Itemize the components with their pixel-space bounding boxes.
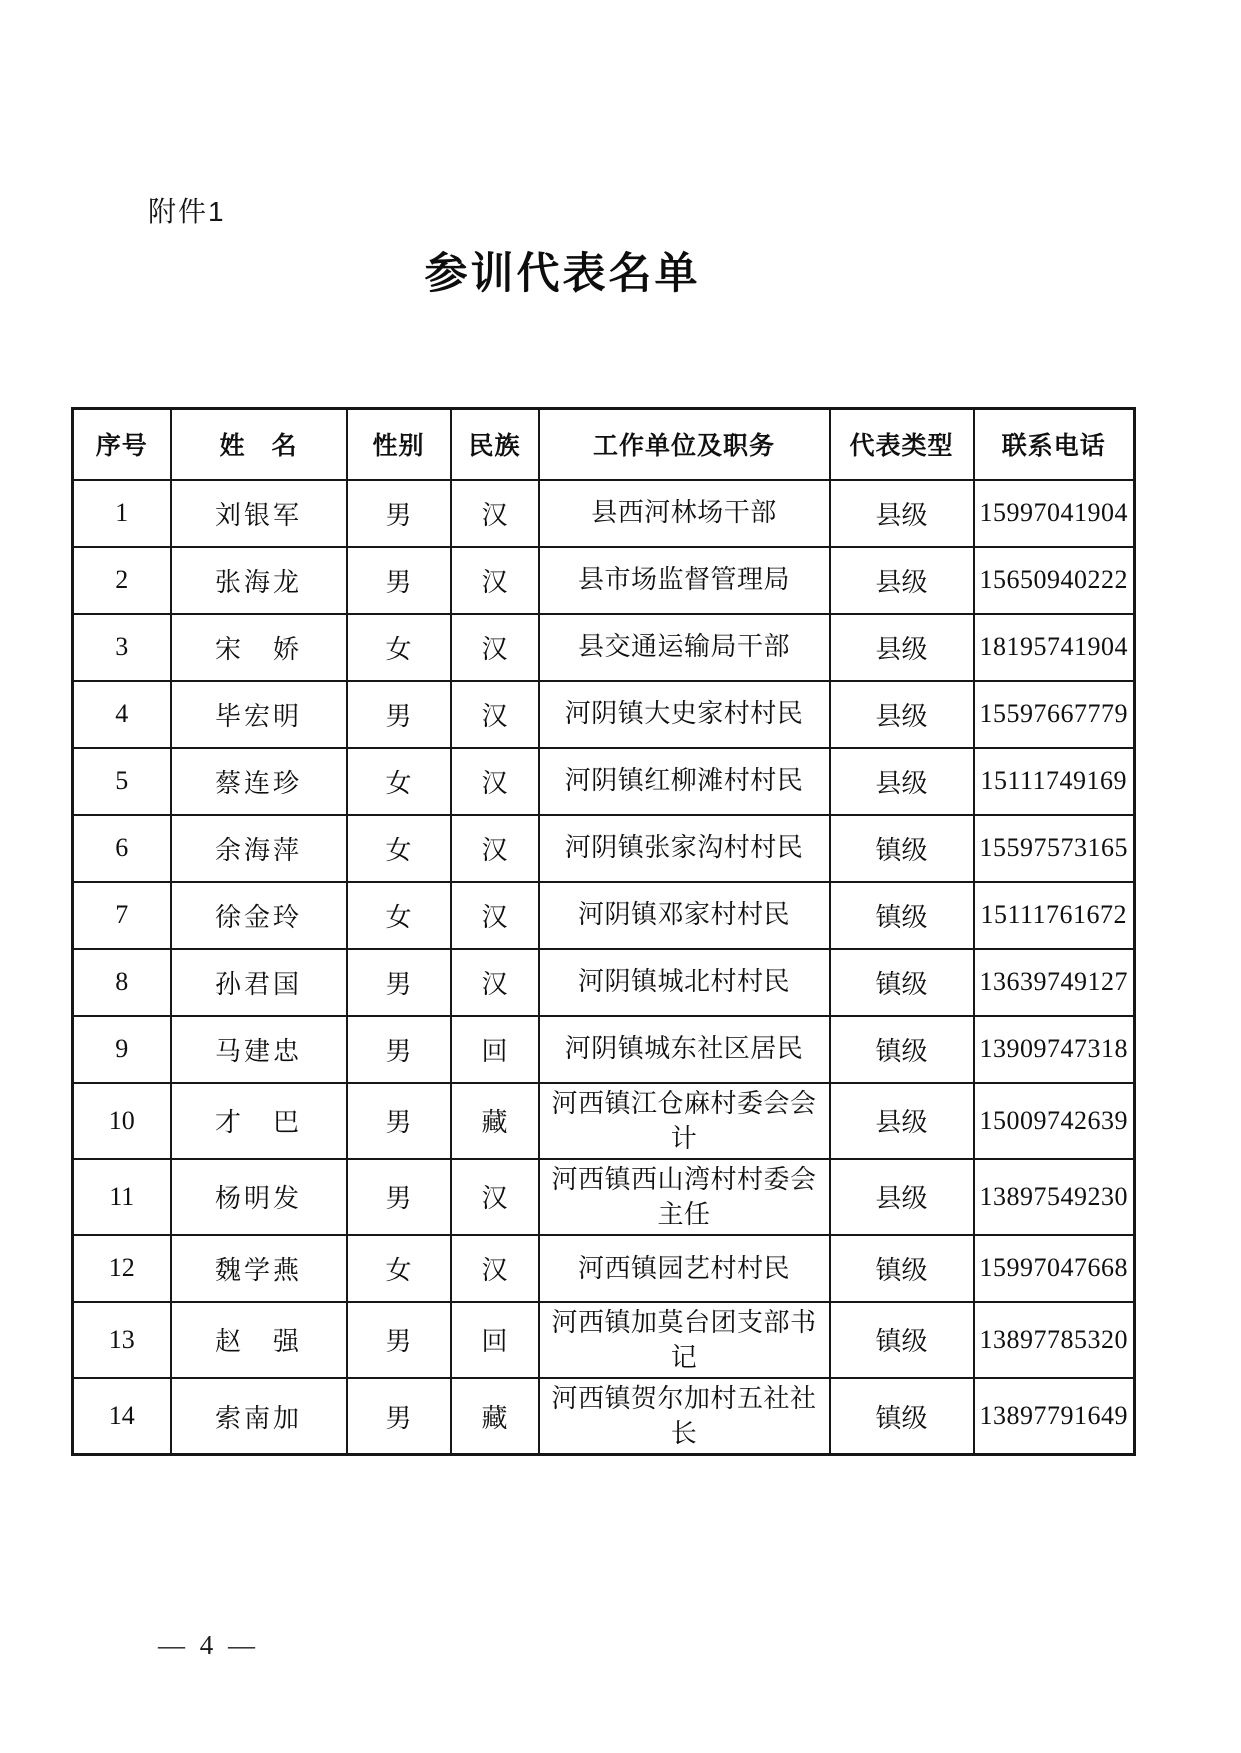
cell-type: 镇级: [830, 1235, 974, 1302]
participants-table: [71, 407, 1136, 1456]
cell-phone: 15111749169: [974, 748, 1135, 815]
table-row: [73, 1378, 1135, 1455]
cell-phone: 15650940222: [974, 547, 1135, 614]
table-row: [73, 1159, 1135, 1235]
cell-workunit: 河阴镇城北村村民: [539, 949, 830, 1016]
cell-gender: 男: [347, 1378, 451, 1455]
cell-phone: 15997047668: [974, 1235, 1135, 1302]
cell-workunit: 河阴镇城东社区居民: [539, 1016, 830, 1083]
cell-index: 4: [73, 681, 171, 748]
cell-name: 索南加: [171, 1378, 347, 1455]
cell-workunit: 县西河林场干部: [539, 480, 830, 547]
cell-phone: 15111761672: [974, 882, 1135, 949]
cell-gender: 男: [347, 949, 451, 1016]
cell-index: 11: [73, 1159, 171, 1235]
cell-type: 镇级: [830, 1016, 974, 1083]
cell-index: 3: [73, 614, 171, 681]
table-row: [73, 815, 1135, 882]
cell-index: 9: [73, 1016, 171, 1083]
cell-type: 镇级: [830, 1378, 974, 1455]
attachment-label: 附件1: [148, 196, 226, 227]
cell-ethnicity: 藏: [451, 1378, 539, 1455]
table-row: [73, 748, 1135, 815]
table-row: [73, 547, 1135, 614]
cell-type: 县级: [830, 1083, 974, 1159]
cell-workunit: 河西镇贺尔加村五社社长: [539, 1378, 830, 1455]
cell-workunit: 河阴镇邓家村村民: [539, 882, 830, 949]
cell-ethnicity: 汉: [451, 547, 539, 614]
cell-phone: 13909747318: [974, 1016, 1135, 1083]
cell-ethnicity: 汉: [451, 748, 539, 815]
cell-workunit: 县市场监督管理局: [539, 547, 830, 614]
table-row: [73, 681, 1135, 748]
cell-index: 12: [73, 1235, 171, 1302]
cell-index: 14: [73, 1378, 171, 1455]
cell-phone: 13639749127: [974, 949, 1135, 1016]
cell-gender: 男: [347, 1083, 451, 1159]
cell-ethnicity: 回: [451, 1016, 539, 1083]
cell-workunit: 河阴镇红柳滩村村民: [539, 748, 830, 815]
cell-ethnicity: 汉: [451, 1235, 539, 1302]
cell-type: 县级: [830, 681, 974, 748]
cell-index: 5: [73, 748, 171, 815]
header-work_unit_position: 工作单位及职务: [539, 409, 830, 480]
table-row: [73, 1083, 1135, 1159]
cell-name: 杨明发: [171, 1159, 347, 1235]
cell-ethnicity: 回: [451, 1302, 539, 1378]
table-row: [73, 882, 1135, 949]
table-row: [73, 949, 1135, 1016]
cell-gender: 男: [347, 1302, 451, 1378]
cell-gender: 男: [347, 480, 451, 547]
cell-ethnicity: 汉: [451, 614, 539, 681]
cell-type: 县级: [830, 547, 974, 614]
cell-phone: 15009742639: [974, 1083, 1135, 1159]
cell-name: 孙君国: [171, 949, 347, 1016]
cell-type: 县级: [830, 1159, 974, 1235]
cell-name: 余海萍: [171, 815, 347, 882]
cell-type: 镇级: [830, 1302, 974, 1378]
cell-name: 赵 强: [171, 1302, 347, 1378]
cell-phone: 13897549230: [974, 1159, 1135, 1235]
page-number: — 4 —: [158, 1630, 259, 1660]
cell-type: 镇级: [830, 815, 974, 882]
cell-ethnicity: 汉: [451, 480, 539, 547]
cell-type: 镇级: [830, 882, 974, 949]
table-row: [73, 614, 1135, 681]
table-row: [73, 1016, 1135, 1083]
cell-gender: 男: [347, 1016, 451, 1083]
cell-name: 蔡连珍: [171, 748, 347, 815]
header-index: 序号: [73, 409, 171, 480]
cell-name: 毕宏明: [171, 681, 347, 748]
cell-gender: 女: [347, 614, 451, 681]
cell-phone: 15597667779: [974, 681, 1135, 748]
cell-workunit: 河阴镇大史家村村民: [539, 681, 830, 748]
cell-index: 13: [73, 1302, 171, 1378]
cell-workunit: 县交通运输局干部: [539, 614, 830, 681]
cell-name: 张海龙: [171, 547, 347, 614]
header-ethnicity: 民族: [451, 409, 539, 480]
cell-gender: 女: [347, 815, 451, 882]
cell-workunit: 河西镇园艺村村民: [539, 1235, 830, 1302]
cell-ethnicity: 汉: [451, 681, 539, 748]
cell-name: 才 巴: [171, 1083, 347, 1159]
cell-workunit: 河阴镇张家沟村村民: [539, 815, 830, 882]
cell-name: 魏学燕: [171, 1235, 347, 1302]
page-title: 参训代表名单: [424, 250, 701, 298]
cell-ethnicity: 藏: [451, 1083, 539, 1159]
table-container: [71, 407, 1133, 1456]
cell-ethnicity: 汉: [451, 882, 539, 949]
cell-index: 1: [73, 480, 171, 547]
cell-phone: 15997041904: [974, 480, 1135, 547]
cell-workunit: 河西镇加莫台团支部书记: [539, 1302, 830, 1378]
cell-name: 马建忠: [171, 1016, 347, 1083]
cell-gender: 女: [347, 1235, 451, 1302]
cell-type: 县级: [830, 614, 974, 681]
cell-workunit: 河西镇江仓麻村委会会计: [539, 1083, 830, 1159]
cell-ethnicity: 汉: [451, 815, 539, 882]
table-header-row: [73, 409, 1135, 480]
cell-phone: 13897791649: [974, 1378, 1135, 1455]
cell-gender: 男: [347, 681, 451, 748]
cell-name: 徐金玲: [171, 882, 347, 949]
cell-name: 刘银军: [171, 480, 347, 547]
cell-index: 7: [73, 882, 171, 949]
header-representative_type: 代表类型: [830, 409, 974, 480]
cell-phone: 13897785320: [974, 1302, 1135, 1378]
table-row: [73, 1302, 1135, 1378]
table-body: [73, 480, 1135, 1455]
cell-gender: 男: [347, 1159, 451, 1235]
table-row: [73, 1235, 1135, 1302]
cell-type: 县级: [830, 480, 974, 547]
cell-type: 镇级: [830, 949, 974, 1016]
cell-index: 8: [73, 949, 171, 1016]
cell-phone: 18195741904: [974, 614, 1135, 681]
header-gender: 性别: [347, 409, 451, 480]
table-row: [73, 480, 1135, 547]
cell-type: 县级: [830, 748, 974, 815]
cell-gender: 女: [347, 748, 451, 815]
cell-gender: 女: [347, 882, 451, 949]
cell-workunit: 河西镇西山湾村村委会主任: [539, 1159, 830, 1235]
cell-phone: 15597573165: [974, 815, 1135, 882]
cell-gender: 男: [347, 547, 451, 614]
cell-ethnicity: 汉: [451, 1159, 539, 1235]
cell-index: 6: [73, 815, 171, 882]
cell-name: 宋 娇: [171, 614, 347, 681]
cell-index: 10: [73, 1083, 171, 1159]
header-phone: 联系电话: [974, 409, 1135, 480]
cell-index: 2: [73, 547, 171, 614]
cell-ethnicity: 汉: [451, 949, 539, 1016]
header-name: 姓 名: [171, 409, 347, 480]
